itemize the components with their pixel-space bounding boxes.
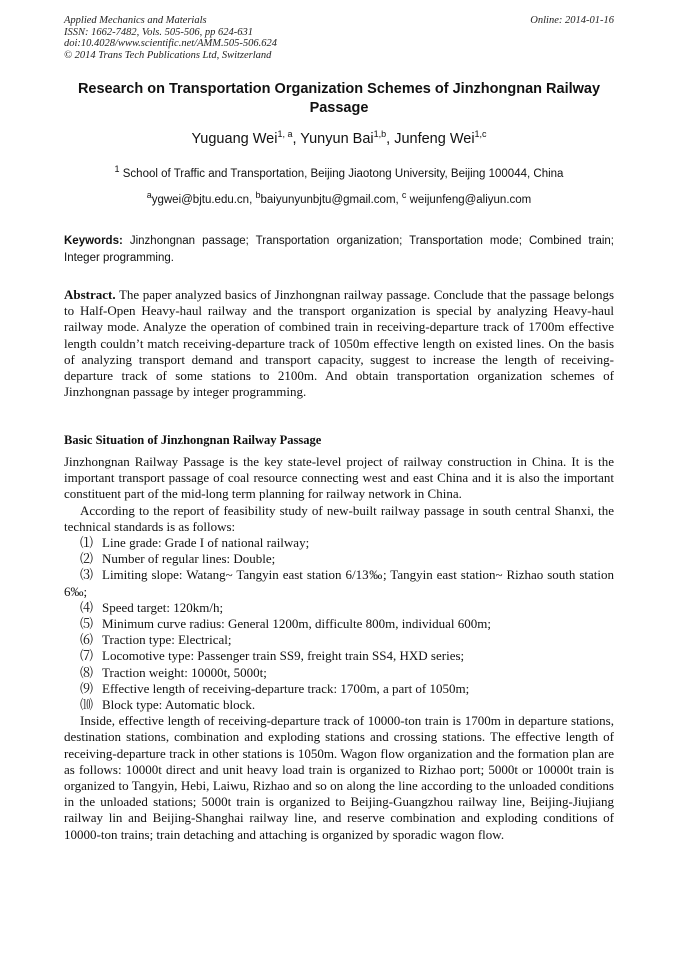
author-name: Junfeng Wei	[394, 131, 475, 147]
paper-title: Research on Transportation Organization Schemes of Jinzhongnan Railway Passage	[77, 81, 601, 116]
body-paragraph: Inside, effective length of receiving-departure track of 10000-ton train is 1700m in departure stations, destination stations, combination and exploding stations and crossing stations. The effective length of receiving-departure track in other stations is 1050m. Wagon flow organization and the formation plan are as follows: 10000t direct and unit heavy load train is organized to Rizhao port; 5000t or 10000t train is organized to Tangyin, Hebi, Laiwu, Rizhao and so on along the line according to the unloaded conditions in the unloaded stations; 5000t train is organized to Beijing-Guangzhou railway line, Beijing-Jiujiang railway lin and Beijing-Shanghai railway line, and reserve combination and exploding conditions of 10000-ton trains; train detaching and attaching is organized by sporadic wagon flow.	[64, 713, 614, 842]
list-number: ⑺	[80, 648, 94, 664]
list-number: ⑹	[80, 632, 94, 648]
list-item	[64, 632, 614, 648]
list-number: ⑵	[80, 551, 94, 567]
email-link[interactable]: baiyunyunbjtu@gmail.com	[260, 194, 396, 206]
abstract-label: Abstract.	[64, 287, 116, 302]
affiliation	[64, 164, 614, 182]
list-item	[64, 681, 614, 697]
email-list: $^a$ygwei@bjtu.edu.cn, $^b$baiyunyunbjtu@gmail.com, $^c$ weijunfeng@aliyun.com	[146, 190, 532, 206]
list-item	[64, 697, 614, 713]
doi-line: doi:10.4028/www.scientific.net/AMM.505-506.624	[64, 38, 277, 49]
list-number: ⑷	[80, 599, 94, 615]
list-number: ⑼	[80, 680, 94, 696]
issn-line: ISSN: 1662-7482, Vols. 505-506, pp 624-631	[64, 26, 253, 38]
list-text: Effective length of receiving-departure track: 1700m, a part of 1050m;	[102, 680, 470, 696]
list-number: ⑸	[80, 616, 94, 632]
body-paragraph: According to the report of feasibility study of new-built railway passage in south central Shanxi, the technical standards is as follows:	[64, 502, 614, 534]
list-item	[64, 567, 614, 599]
list-item	[64, 551, 614, 567]
list-number: ⑽	[80, 697, 94, 713]
list-text: Speed target: 120km/h;	[102, 599, 224, 615]
list-text: Number of regular lines: Double;	[102, 551, 276, 567]
body-paragraph: Jinzhongnan Railway Passage is the key state-level project of railway construction in China. It is the important transport passage of coal resource connecting west and east China and it is also the important constituent part of the mid-long term planning for railway network in China.	[64, 454, 614, 502]
abstract	[64, 287, 614, 400]
list-number: ⑶	[80, 567, 94, 583]
list-number: ⑴	[80, 535, 94, 551]
keywords-text: Jinzhongnan passage; Transportation organization; Transportation mode; Combined train; Integer programming.	[64, 235, 614, 264]
email-sup: b	[255, 190, 261, 201]
affiliation-text: School of Traffic and Transportation, Beijing Jiaotong University, Beijing 100044, China	[122, 168, 564, 180]
keywords	[64, 233, 614, 267]
copyright-line: © 2014 Trans Tech Publications Ltd, Switzerland	[64, 49, 272, 61]
section-body	[64, 454, 614, 843]
list-item	[64, 648, 614, 664]
abstract-text: The paper analyzed basics of Jinzhongnan railway passage. Conclude that the passage belongs to Half-Open Heavy-haul railway and the transport organization is special by analyzing Heavy-haul railway mode. Analyze the operation of combined train in receiving-departure track of 1700m effective length couldn’t match receiving-departure track of 1050m effective length on existed lines. On the basis of analyzing transport demand and transport capacity, suggest to increase the length of receiving-departure track of some stations to 2100m. And obtain transportation organization schemes of Jinzhongnan passage by integer programming.	[64, 287, 614, 400]
journal-name: Applied Mechanics and Materials	[64, 15, 207, 26]
list-text: Traction weight: 10000t, 5000t;	[102, 664, 267, 680]
list-text: Minimum curve radius: General 1200m, difficulte 800m, individual 600m;	[102, 616, 491, 632]
online-date: Online: 2014-01-16	[530, 15, 614, 26]
journal-header	[64, 15, 277, 61]
email-link[interactable]: ygwei@bjtu.edu.cn	[151, 194, 250, 206]
list-text: Locomotive type: Passenger train SS9, freight train SS4, HXD series;	[102, 648, 465, 664]
list-item	[64, 535, 614, 551]
author-sup: 1,c	[474, 129, 487, 140]
author-name: Yunyun Bai	[300, 131, 374, 147]
section-heading: Basic Situation of Jinzhongnan Railway Passage	[64, 433, 322, 447]
author-sup: 1, a	[277, 129, 293, 140]
list-item	[64, 600, 614, 616]
author-name: Yuguang Wei	[191, 131, 278, 147]
list-number: ⑻	[80, 664, 94, 680]
email-sup: a	[146, 190, 152, 201]
author-list: Yuguang Wei$^{1, a}$, Yunyun Bai$^{1,b}$, Junfeng Wei$^{1,c}$	[191, 129, 487, 147]
author-sup: 1,b	[373, 129, 387, 140]
list-text: Limiting slope: Watang~ Tangyin east station 6/13‰; Tangyin east station~ Rizhao south station 6‰;	[64, 567, 614, 599]
keywords-label: Keywords:	[64, 235, 123, 247]
email-link[interactable]: weijunfeng@aliyun.com	[409, 194, 532, 206]
email-sup: c	[401, 190, 407, 201]
list-item	[64, 616, 614, 632]
affiliation-sup: 1	[114, 164, 120, 175]
list-text: Line grade: Grade I of national railway;	[102, 535, 310, 551]
list-item	[64, 665, 614, 681]
list-text: Traction type: Electrical;	[102, 632, 232, 648]
list-text: Block type: Automatic block.	[102, 697, 256, 713]
